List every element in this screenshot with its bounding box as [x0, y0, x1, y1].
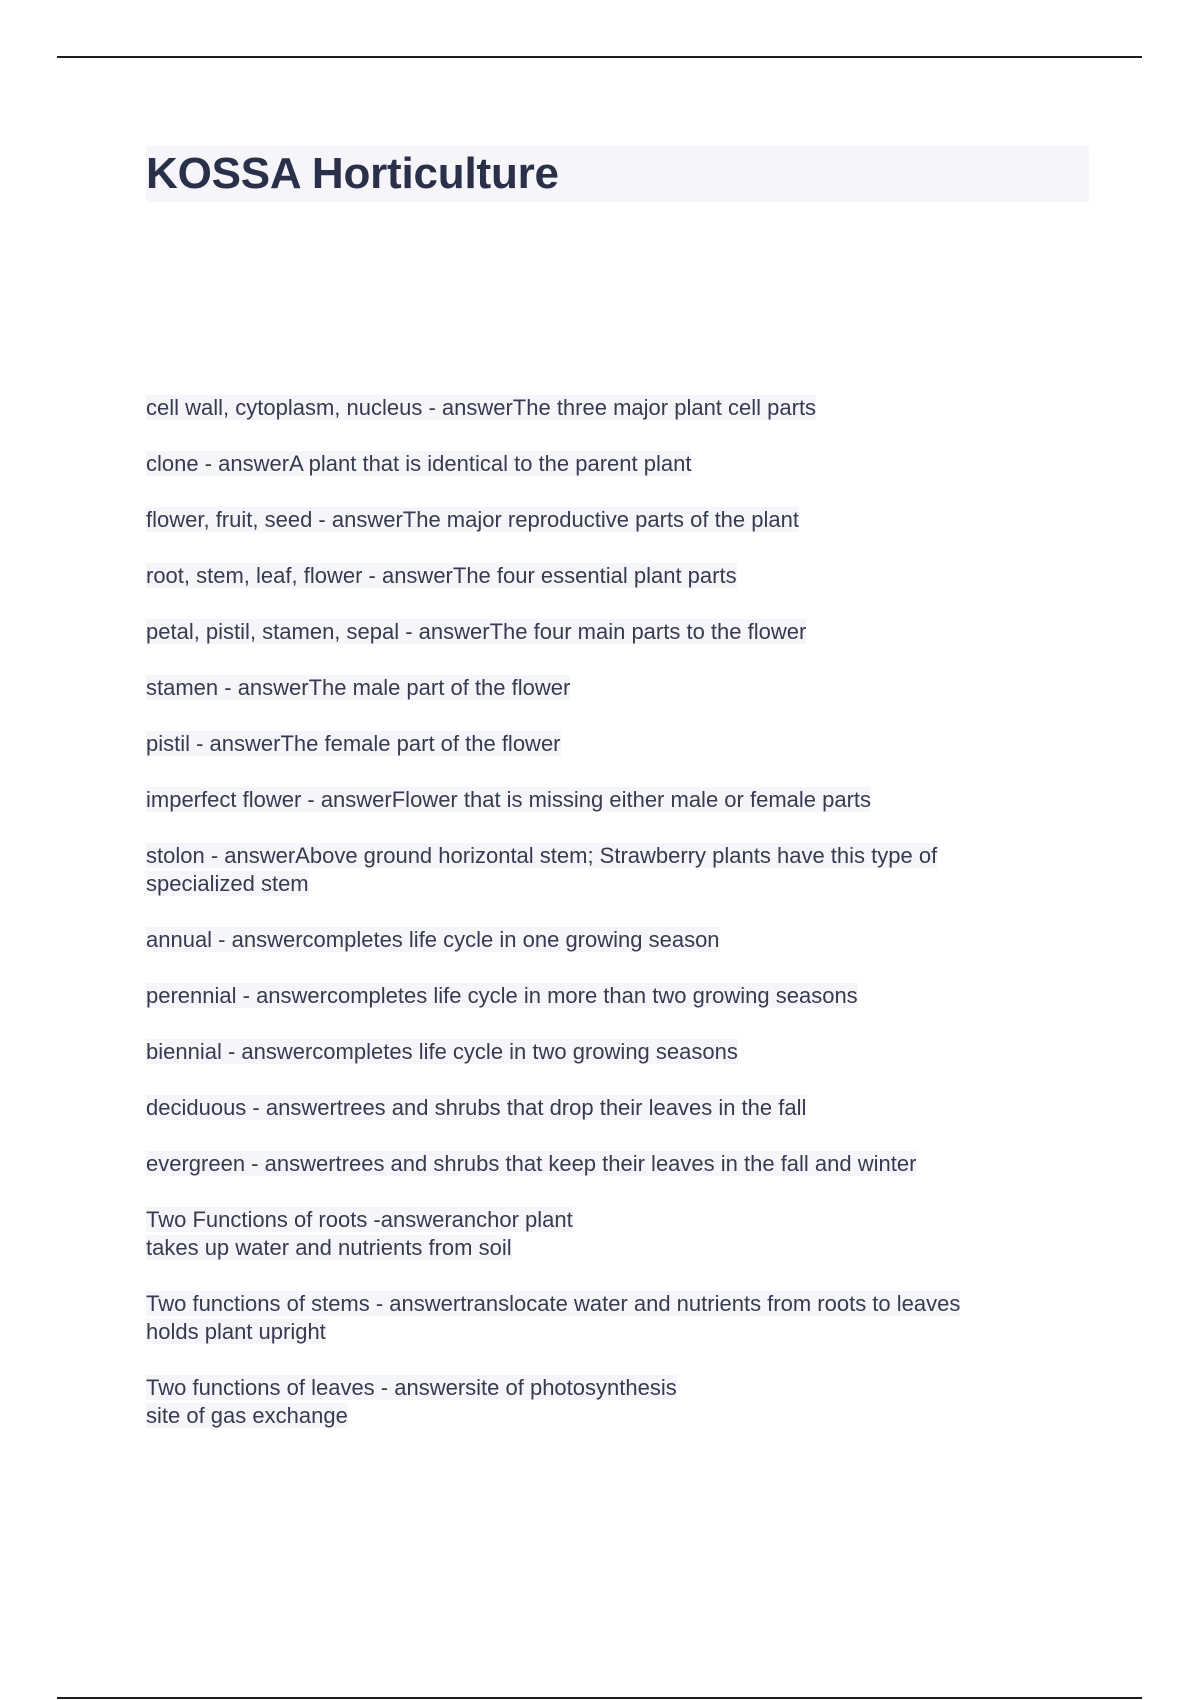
item-text: cell wall, cytoplasm, nucleus - answerThe three major plant cell parts: [146, 395, 817, 420]
list-item: [146, 394, 1046, 422]
list-item: [146, 786, 1046, 814]
bottom-rule: [57, 1697, 1142, 1699]
qa-list: [146, 394, 1046, 1458]
item-text-line2: takes up water and nutrients from soil: [146, 1235, 512, 1260]
item-text: clone - answerA plant that is identical to the parent plant: [146, 451, 692, 476]
list-item: [146, 926, 1046, 954]
list-item: [146, 842, 1046, 898]
list-item: [146, 562, 1046, 590]
item-text-line2: holds plant upright: [146, 1319, 326, 1344]
list-item: [146, 450, 1046, 478]
top-rule: [57, 56, 1142, 58]
list-item: [146, 1290, 1046, 1346]
item-text: pistil - answerThe female part of the flower: [146, 731, 561, 756]
list-item: [146, 1038, 1046, 1066]
item-text: Two Functions of roots -answeranchor plant: [146, 1207, 573, 1232]
list-item: [146, 1374, 1046, 1430]
page-title: KOSSA Horticulture: [146, 149, 559, 198]
item-text: deciduous - answertrees and shrubs that drop their leaves in the fall: [146, 1095, 807, 1120]
list-item: [146, 982, 1046, 1010]
item-text: stamen - answerThe male part of the flower: [146, 675, 571, 700]
item-text: Two functions of leaves - answersite of photosynthesis: [146, 1375, 677, 1400]
item-text: imperfect flower - answerFlower that is missing either male or female parts: [146, 787, 872, 812]
list-item: [146, 674, 1046, 702]
item-text: annual - answercompletes life cycle in one growing season: [146, 927, 720, 952]
list-item: [146, 506, 1046, 534]
list-item: [146, 1206, 1046, 1262]
list-item: [146, 618, 1046, 646]
item-text: biennial - answercompletes life cycle in two growing seasons: [146, 1039, 738, 1064]
list-item: [146, 1150, 1046, 1178]
item-text: root, stem, leaf, flower - answerThe four essential plant parts: [146, 563, 737, 588]
title-band: [146, 146, 1089, 202]
item-text: evergreen - answertrees and shrubs that keep their leaves in the fall and winter: [146, 1151, 917, 1176]
item-text: Two functions of stems - answertranslocate water and nutrients from roots to leaves: [146, 1291, 961, 1316]
list-item: [146, 1094, 1046, 1122]
item-text: perennial - answercompletes life cycle in more than two growing seasons: [146, 983, 858, 1008]
item-text: flower, fruit, seed - answerThe major reproductive parts of the plant: [146, 507, 799, 532]
item-text: petal, pistil, stamen, sepal - answerThe four main parts to the flower: [146, 619, 807, 644]
item-text-line2: site of gas exchange: [146, 1403, 348, 1428]
item-text: stolon - answerAbove ground horizontal stem; Strawberry plants have this type of specialized stem: [146, 843, 938, 896]
list-item: [146, 730, 1046, 758]
